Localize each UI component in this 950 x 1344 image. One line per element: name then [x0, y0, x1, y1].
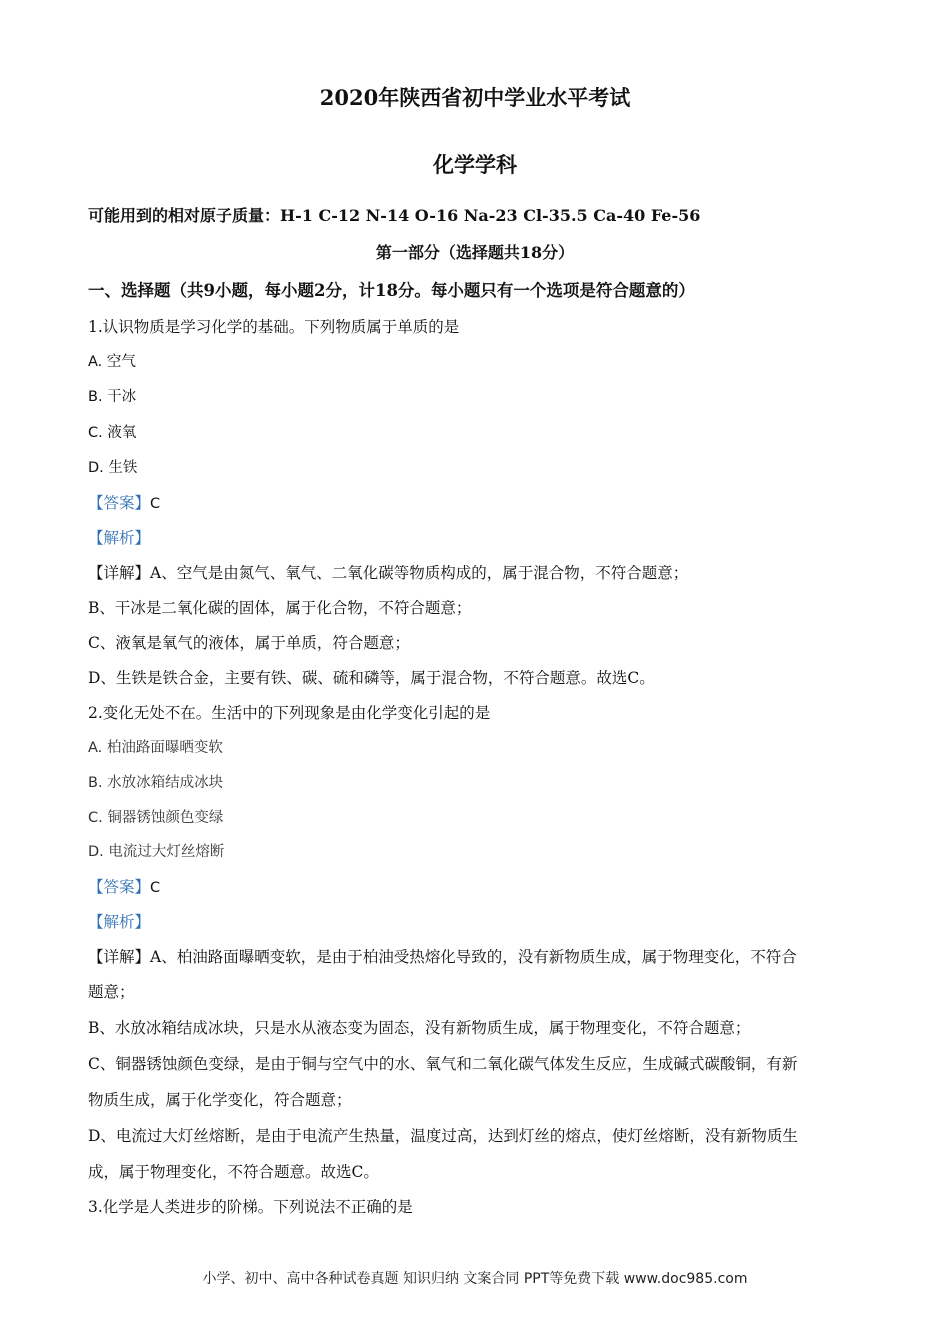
question-2-option-c: C. 铜器锈蚀颜色变绿 [88, 810, 224, 826]
subject-title: 化学学科 [433, 152, 517, 177]
question-2-answer [88, 877, 864, 898]
question-2-option-b: B. 水放冰箱结成冰块 [88, 775, 224, 791]
question-2-detail-line: D、电流过大灯丝熔断，是由于电流产生热量，温度过高，达到灯丝的熔点，使灯丝熔断，没有新物质生 [88, 1127, 798, 1145]
question-2-detail-line [88, 947, 864, 967]
atomic-masses: 可能用到的相对原子质量：H-1 C-12 N-14 O-16 Na-23 Cl-35.5 Ca-40 Fe-56 [88, 206, 701, 225]
question-1-option-a: A. 空气 [88, 354, 136, 370]
section-one-heading: 一、选择题（共9小题，每小题2分，计18分。每小题只有一个选项是符合题意的） [88, 281, 695, 300]
question-1-option-d: D. 生铁 [88, 460, 138, 476]
question-2-detail-line: 成，属于物理变化，不符合题意。故选C。 [88, 1163, 379, 1181]
question-1-detail-line: C、液氧是氧气的液体，属于单质，符合题意； [88, 634, 410, 652]
question-1-answer [88, 493, 864, 514]
question-1-option-b: B. 干冰 [88, 389, 137, 405]
question-2-detail-line: 题意； [88, 983, 135, 1001]
question-2-detail-line: C、铜器锈蚀颜色变绿，是由于铜与空气中的水、氧气和二氧化碳气体发生反应，生成碱式碳酸铜，有新 [88, 1055, 798, 1073]
question-2-option-d: D. 电流过大灯丝熔断 [88, 844, 225, 860]
answer-value: C [150, 880, 161, 896]
question-2-stem: 2.变化无处不在。生活中的下列现象是由化学变化引起的是 [88, 704, 491, 722]
question-1-option-c: C. 液氧 [88, 425, 137, 441]
detail-text: A、柏油路面曝晒变软，是由于柏油受热熔化导致的，没有新物质生成，属于物理变化，不符合 [150, 948, 797, 966]
exam-title: 2020年陕西省初中学业水平考试 [319, 85, 631, 110]
question-2-analysis-tag: 【解析】 [88, 913, 151, 931]
question-3-stem: 3.化学是人类进步的阶梯。下列说法不正确的是 [88, 1198, 413, 1216]
detail-tag: 【详解】 [88, 564, 151, 582]
part-one-heading: 第一部分（选择题共18分） [375, 243, 575, 262]
question-1-detail-line [88, 563, 864, 583]
answer-value: C [150, 496, 161, 512]
answer-tag: 【答案】 [88, 878, 151, 896]
page-footer: 小学、初中、高中各种试卷真题 知识归纳 文案合同 PPT等免费下载 www.doc985.com [202, 1271, 748, 1287]
question-2-detail-line: 物质生成，属于化学变化，符合题意； [88, 1091, 352, 1109]
question-1-analysis-tag: 【解析】 [88, 529, 151, 547]
answer-tag: 【答案】 [88, 494, 151, 512]
detail-text: A、空气是由氮气、氧气、二氧化碳等物质构成的，属于混合物，不符合题意； [150, 564, 689, 582]
detail-tag: 【详解】 [88, 948, 151, 966]
question-1-detail-line: D、生铁是铁合金，主要有铁、碳、硫和磷等，属于混合物，不符合题意。故选C。 [88, 669, 655, 687]
question-1-detail-line: B、干冰是二氧化碳的固体，属于化合物，不符合题意； [88, 599, 472, 617]
question-2-option-a: A. 柏油路面曝晒变软 [88, 740, 223, 756]
question-1-stem: 1.认识物质是学习化学的基础。下列物质属于单质的是 [88, 318, 460, 336]
question-2-detail-line: B、水放冰箱结成冰块，只是水从液态变为固态，没有新物质生成，属于物理变化，不符合题意； [88, 1019, 751, 1037]
